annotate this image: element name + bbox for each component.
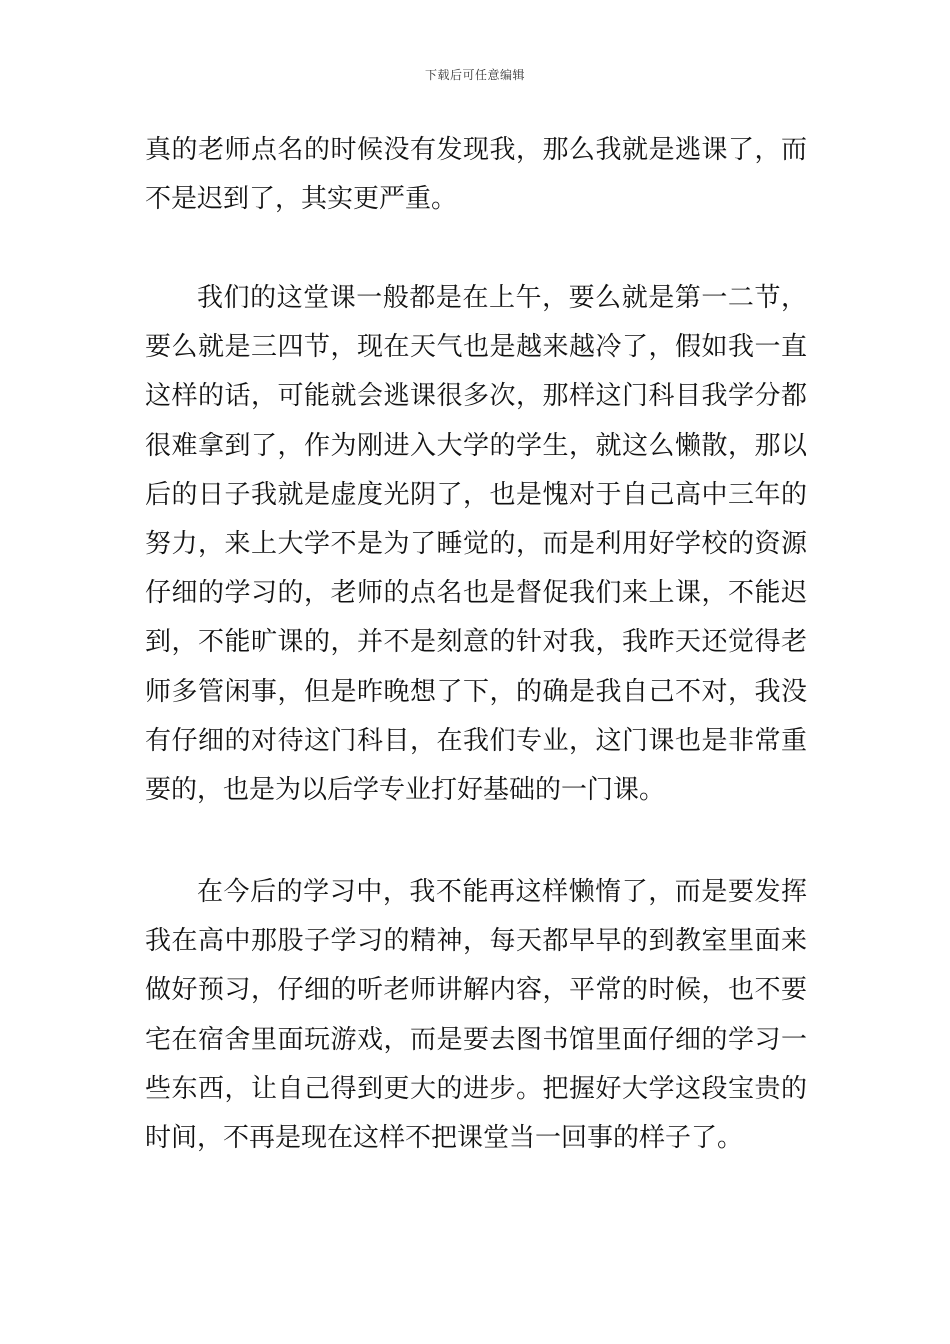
paragraph-line: 仔细的学习的，老师的点名也是督促我们来上课，不能迟	[145, 578, 807, 609]
paragraph-line: 努力，来上大学不是为了睡觉的，而是利用好学校的资源	[145, 529, 807, 560]
paragraph-line: 不是迟到了，其实更严重。	[145, 184, 458, 215]
paragraph-line: 真的老师点名的时候没有发现我，那么我就是逃课了，而	[145, 135, 807, 165]
paragraph-line: 这样的话，可能就会逃课很多次，那样这门科目我学分都	[145, 381, 807, 412]
paragraph-line: 到，不能旷课的，并不是刻意的针对我，我昨天还觉得老	[145, 627, 807, 658]
paragraph-line: 我们的这堂课一般都是在上午，要么就是第一二节，	[197, 283, 807, 313]
paragraph-line: 很难拿到了，作为刚进入大学的学生，就这么懒散，那以	[145, 430, 807, 461]
page-header: 下载后可任意编辑	[424, 68, 525, 82]
paragraph-line: 师多管闲事，但是昨晚想了下，的确是我自己不对，我没	[145, 676, 807, 707]
paragraph-1	[145, 126, 807, 224]
paragraph-line: 有仔细的对待这门科目，在我们专业，这门课也是非常重	[145, 725, 807, 756]
paragraph-line: 在今后的学习中，我不能再这样懒惰了，而是要发挥	[197, 877, 807, 907]
paragraph-line: 后的日子我就是虚度光阴了，也是愧对于自己高中三年的	[145, 479, 807, 510]
paragraph-line: 时间，不再是现在这样不把课堂当一回事的样子了。	[145, 1123, 744, 1154]
paragraph-line: 我在高中那股子学习的精神，每天都早早的到教室里面来	[145, 926, 807, 957]
paragraph-2	[145, 274, 807, 815]
paragraph-line: 宅在宿舍里面玩游戏，而是要去图书馆里面仔细的学习一	[145, 1024, 807, 1055]
paragraph-line: 做好预习，仔细的听老师讲解内容，平常的时候，也不要	[145, 975, 807, 1006]
paragraph-3	[145, 868, 807, 1163]
paragraph-line: 要的，也是为以后学专业打好基础的一门课。	[145, 775, 666, 806]
paragraph-line: 要么就是三四节，现在天气也是越来越冷了，假如我一直	[145, 332, 807, 363]
paragraph-line: 些东西，让自己得到更大的进步。把握好大学这段宝贵的	[145, 1073, 807, 1104]
